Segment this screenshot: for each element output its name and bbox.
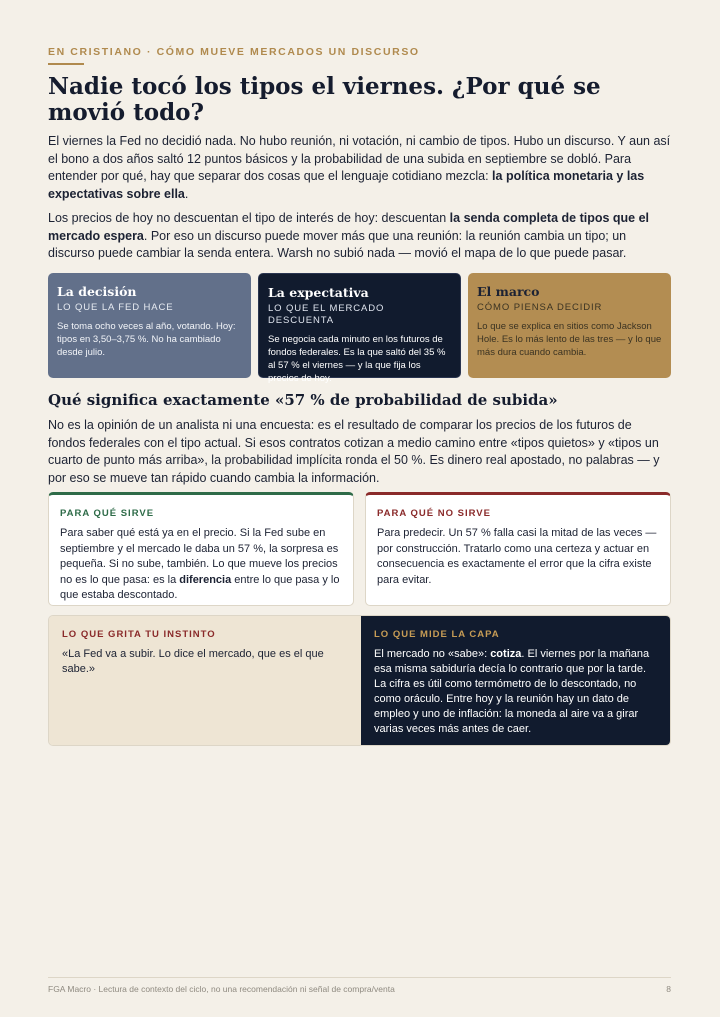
layer-text-bold: cotiza [490,648,522,660]
card-text: Lo que se explica en sitios como Jackson Hole. Es lo más lento de las tres — y lo que más dura cuando cambia. [477,321,662,358]
section-paragraph: No es la opinión de un analista ni una encuesta: es el resultado de comparar los precios de los futuros de fondos federales con el tipo actual. Si esos contratos cotizan a medio camino entre «tipos quietos» y «tipos un cuarto de punto más arriba», la probabilidad implícita ronda el 50 %. Es dinero real apostado, no palabras — y por eso se mueve tan rápido cuando cambia la información. [48,418,660,485]
section-heading: Qué significa exactamente «57 % de probabilidad de subida» [48,391,558,409]
layer-label: LO QUE MIDE LA CAPA [374,629,500,640]
card-subtitle: CÓMO PIENSA DECIDIR [477,302,603,313]
footer-rule [48,977,671,978]
page-number: 8 [666,984,671,994]
intro-p2-a: Los precios de hoy no descuentan el tipo de interés de hoy: descuentan [48,211,450,225]
card-expectation [258,273,461,384]
card-subtitle: LO QUE LA FED HACE [57,302,174,313]
layer-text-a: El mercado no «sabe»: [374,648,491,660]
box-what-it-does-not-serve [365,492,671,606]
layer-panel [361,616,671,746]
card-subtitle: LO QUE EL MERCADO DESCUENTA [268,303,385,326]
box-text [60,526,342,604]
kicker: EN CRISTIANO · CÓMO MUEVE MERCADOS UN DISCURSO [48,46,420,58]
box-what-it-serves [48,492,354,606]
intro-paragraph-2 [48,210,671,263]
box-text-c: entre lo que pasa y lo que estaba descontado. [60,573,340,601]
instinct-label: LO QUE GRITA TU INSTINTO [62,629,216,640]
card-title: La decisión [57,284,137,299]
instinct-vs-layer [48,615,671,746]
intro-p1-c: . [184,186,189,201]
card-title: La expectativa [268,285,369,300]
box-text: Para predecir. Un 57 % falla casi la mitad de las veces — por construcción. Tratarlo como una certeza y actuar en consecuencia es exactamente el error que la cifra existe para evitar. [377,527,657,586]
intro-p1-bold: la política monetaria y las expectativas sobre ella [48,169,645,201]
box-label: PARA QUÉ SIRVE [60,508,155,519]
kicker-rule [48,63,84,65]
instinct-panel [49,616,361,746]
intro-p1-a: El viernes la Fed no decidió nada. No hubo reunión, ni votación, ni cambio de tipos. Hubo un discurso. Y aun así el bono a dos años saltó 12 puntos básicos y la probabilidad de una subida en septiembre se dobló. Para entender por qué, hay que separar dos cosas que el lenguaje cotidiano mezcla: [48,134,671,183]
box-label: PARA QUÉ NO SIRVE [377,508,491,519]
card-text: Se negocia cada minuto en los futuros de fondos federales. Es la que saltó del 35 % al 57 % el viernes — y la que fija los precios de hoy. [268,334,446,384]
box-text-bold: diferencia [179,573,232,586]
card-decision [48,273,251,378]
box-text-a: Para saber qué está ya en el precio. Si la Fed sube en septiembre y el mercado le daba un 57 %, la sorpresa es pequeña. Si no sube, también. Lo que mueve los precios no es lo que pasa: es la [60,527,339,586]
card-text: Se toma ocho veces al año, votando. Hoy: tipos en 3,50–3,75 %. No ha cambiado desde julio. [57,321,236,358]
card-title: El marco [477,284,540,299]
intro-paragraph-1 [48,133,671,203]
intro-p2-bold: la senda completa de tipos que el mercado espera [48,211,650,243]
layer-text [374,647,659,737]
card-framework [468,273,671,378]
footer-disclaimer: FGA Macro · Lectura de contexto del ciclo, no una recomendación ni señal de compra/venta [48,984,395,994]
instinct-text: «La Fed va a subir. Lo dice el mercado, que es el que sabe.» [62,648,324,675]
layer-text-c: . El viernes por la mañana esa misma sabiduría decía lo contrario que por la tarde. La cifra es útil como termómetro de lo descontado, no como oráculo. Entre hoy y la reunión hay un dato de empleo y uno de inflación: la moneda al aire va a girar varias veces más antes de caer. [374,648,650,735]
intro-p2-c: . Por eso un discurso puede mover más que una reunión: la reunión cambia un tipo; un discurso puede cambiar la senda entera. Warsh no subió nada — movió el mapa de lo que puede pasar. [48,228,627,260]
page-title: Nadie tocó los tipos el viernes. ¿Por qué se movió todo? [48,73,601,126]
concept-cards [48,273,671,384]
